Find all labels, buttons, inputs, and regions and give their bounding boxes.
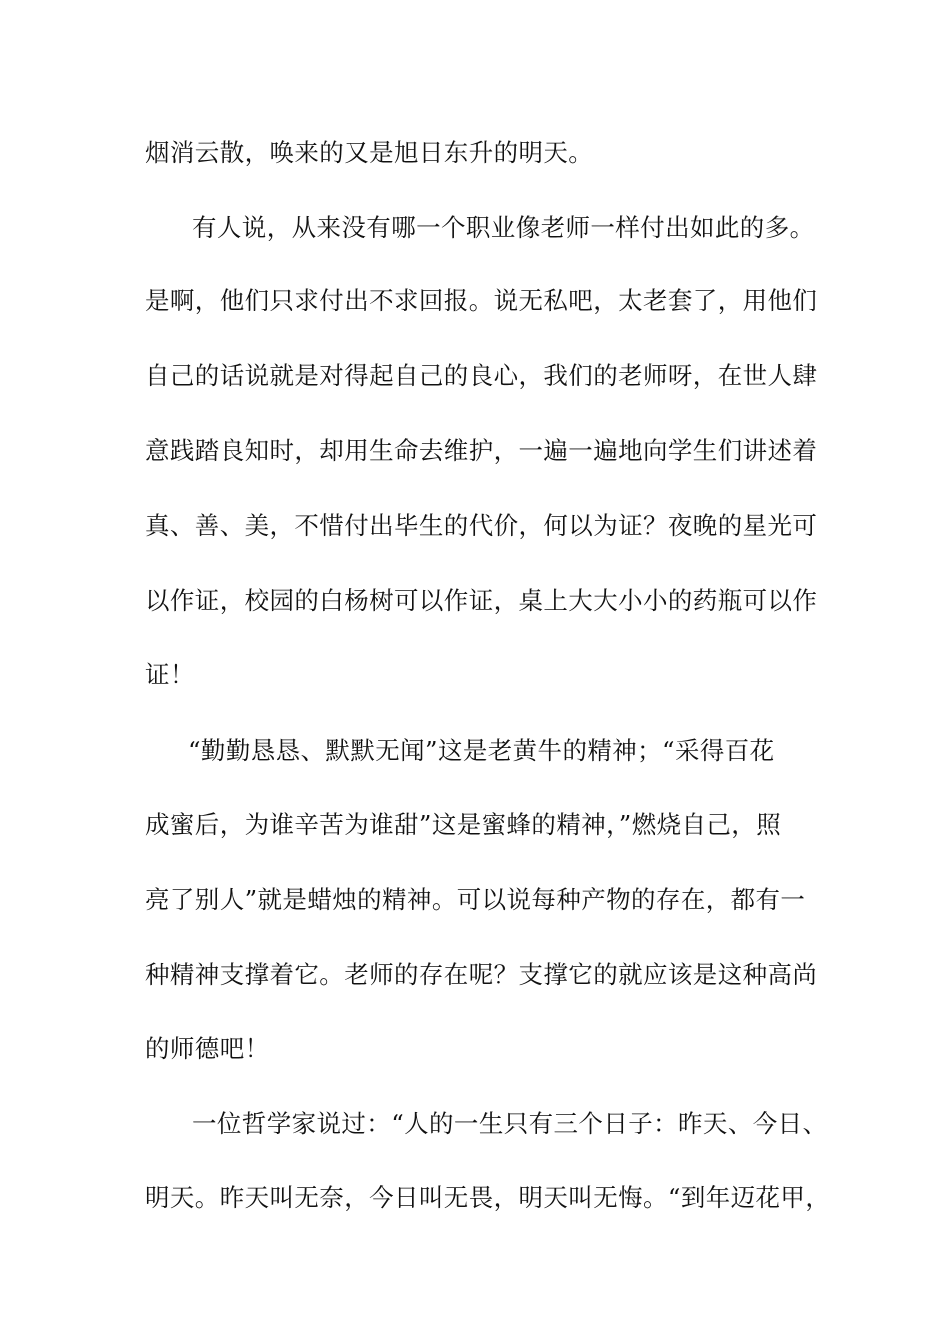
text-line: 成蜜后，为谁辛苦为谁甜”这是蜜蜂的精神，”燃烧自己，照 bbox=[145, 810, 782, 839]
text-line: 烟消云散，唤来的又是旭日东升的明天。 bbox=[145, 138, 594, 167]
text-line: 证！ bbox=[145, 660, 195, 689]
text-line: 明天。昨天叫无奈，今日叫无畏，明天叫无悔。“到年迈花甲， bbox=[145, 1183, 831, 1212]
text-line: 种精神支撑着它。老师的存在呢？支撑它的就应该是这种高尚 bbox=[145, 960, 818, 989]
paragraph-first-line: 一位哲学家说过：“人的一生只有三个日子：昨天、今日、 bbox=[192, 1109, 828, 1138]
text-line: 自己的话说就是对得起自己的良心，我们的老师呀，在世人肆 bbox=[145, 361, 818, 390]
text-line: 是啊，他们只求付出不求回报。说无私吧，太老套了，用他们 bbox=[145, 286, 818, 315]
text-line: 真、善、美，不惜付出毕生的代价，何以为证？夜晚的星光可 bbox=[145, 511, 818, 540]
text-line: 意践踏良知时，却用生命去维护，一遍一遍地向学生们讲述着 bbox=[145, 436, 818, 465]
text-line: 以作证，校园的白杨树可以作证，桌上大大小小的药瓶可以作 bbox=[145, 586, 818, 615]
paragraph-first-line: “勤勤恳恳、默默无闻”这是老黄牛的精神；“采得百花 bbox=[188, 736, 775, 765]
text-line: 的师德吧！ bbox=[145, 1034, 270, 1063]
paragraph-first-line: 有人说，从来没有哪一个职业像老师一样付出如此的多。 bbox=[192, 213, 815, 242]
text-line: 亮了别人”就是蜡烛的精神。可以说每种产物的存在，都有一 bbox=[145, 885, 806, 914]
